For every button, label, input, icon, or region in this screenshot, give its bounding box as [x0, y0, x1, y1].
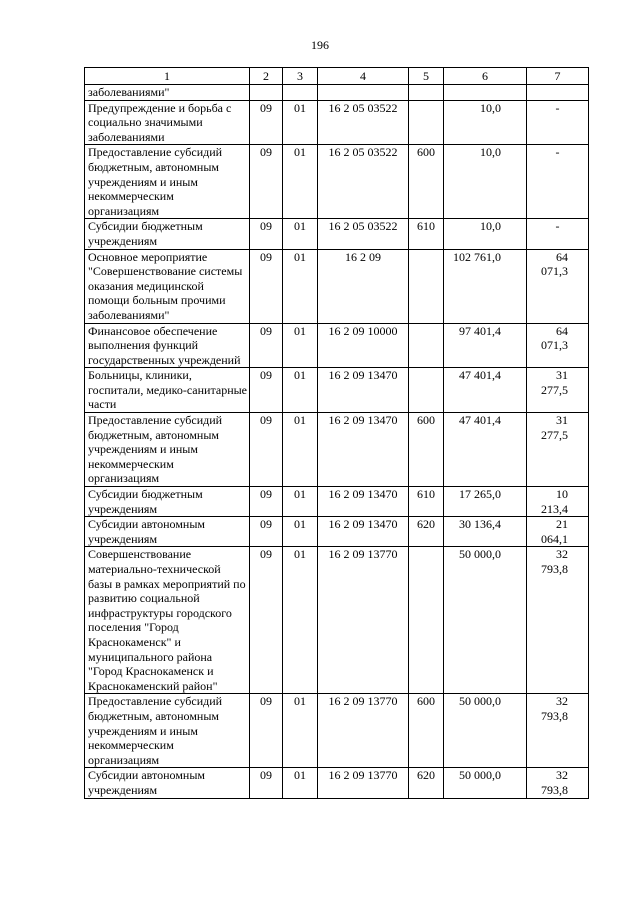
amount-col7-cell: 31 277,5	[527, 413, 589, 487]
amount-col6-cell: 10,0	[444, 100, 527, 145]
amount-col6-cell: 102 761,0	[444, 249, 527, 323]
subsection-code-cell: 01	[283, 517, 318, 547]
expense-type-cell: 620	[409, 768, 444, 798]
row-name-cell: Предоставление субсидий бюджетным, автономным учреждениям и иным некоммерческим организациям	[85, 413, 250, 487]
amount-col6-cell: 50 000,0	[444, 694, 527, 768]
subsection-code-cell: 01	[283, 768, 318, 798]
subsection-code-cell: 01	[283, 145, 318, 219]
row-name-cell: Субсидии автономным учреждениям	[85, 768, 250, 798]
target-article-cell: 16 2 09 13470	[318, 517, 409, 547]
expense-type-cell: 600	[409, 145, 444, 219]
table-row	[85, 219, 589, 249]
amount-col6-cell: 47 401,4	[444, 413, 527, 487]
table-row	[85, 145, 589, 219]
subsection-code-cell: 01	[283, 547, 318, 694]
section-code-cell: 09	[250, 694, 283, 768]
amount-col7-cell: 21 064,1	[527, 517, 589, 547]
section-code-cell: 09	[250, 219, 283, 249]
target-article-cell: 16 2 05 03522	[318, 219, 409, 249]
subsection-code-cell: 01	[283, 694, 318, 768]
section-code-cell: 09	[250, 145, 283, 219]
section-code-cell: 09	[250, 249, 283, 323]
row-name-cell: Предоставление субсидий бюджетным, автономным учреждениям и иным некоммерческим организациям	[85, 145, 250, 219]
amount-col6-cell: 47 401,4	[444, 368, 527, 413]
amount-col6-cell	[444, 85, 527, 101]
subsection-code-cell: 01	[283, 368, 318, 413]
table-row	[85, 368, 589, 413]
row-name-cell: Финансовое обеспечение выполнения функций государственных учреждений	[85, 323, 250, 368]
target-article-cell: 16 2 09 10000	[318, 323, 409, 368]
page-number: 196	[311, 38, 329, 52]
amount-col6-cell: 10,0	[444, 145, 527, 219]
table-row	[85, 547, 589, 694]
section-code-cell: 09	[250, 368, 283, 413]
expense-type-cell	[409, 85, 444, 101]
section-code-cell: 09	[250, 487, 283, 517]
target-article-cell: 16 2 09 13470	[318, 413, 409, 487]
expense-type-cell: 600	[409, 413, 444, 487]
row-name-cell: Основное мероприятие "Совершенствование системы оказания медицинской помощи больным прочими заболеваниями"	[85, 249, 250, 323]
row-name-cell: Субсидии автономным учреждениям	[85, 517, 250, 547]
table-row	[85, 517, 589, 547]
section-code-cell: 09	[250, 517, 283, 547]
amount-col7-cell: 64 071,3	[527, 323, 589, 368]
amount-col7-cell: 32 793,8	[527, 547, 589, 694]
expense-type-cell	[409, 100, 444, 145]
expense-type-cell	[409, 323, 444, 368]
table-row	[85, 323, 589, 368]
target-article-cell: 16 2 05 03522	[318, 145, 409, 219]
expense-type-cell	[409, 547, 444, 694]
column-header: 7	[527, 68, 589, 85]
column-header: 1	[85, 68, 250, 85]
amount-col6-cell: 30 136,4	[444, 517, 527, 547]
amount-col7-cell: -	[527, 219, 589, 249]
target-article-cell: 16 2 09 13770	[318, 694, 409, 768]
section-code-cell: 09	[250, 547, 283, 694]
subsection-code-cell: 01	[283, 413, 318, 487]
amount-col7-cell: 31 277,5	[527, 368, 589, 413]
row-name-cell: Совершенствование материально-технической базы в рамках мероприятий по развитию социальной инфраструктуры городского поселения "Город Краснокаменск" и муниципального района "Город Краснокаменск и Краснокаменский район"	[85, 547, 250, 694]
target-article-cell: 16 2 05 03522	[318, 100, 409, 145]
column-header: 2	[250, 68, 283, 85]
column-header: 4	[318, 68, 409, 85]
amount-col6-cell: 17 265,0	[444, 487, 527, 517]
column-header: 5	[409, 68, 444, 85]
subsection-code-cell: 01	[283, 487, 318, 517]
expense-type-cell: 610	[409, 487, 444, 517]
section-code-cell: 09	[250, 768, 283, 798]
subsection-code-cell: 01	[283, 100, 318, 145]
amount-col7-cell: 10 213,4	[527, 487, 589, 517]
amount-col7-cell	[527, 85, 589, 101]
expense-type-cell: 610	[409, 219, 444, 249]
amount-col6-cell: 50 000,0	[444, 768, 527, 798]
section-code-cell: 09	[250, 100, 283, 145]
amount-col7-cell: -	[527, 100, 589, 145]
row-name-cell: заболеваниями"	[85, 85, 250, 101]
expense-type-cell: 620	[409, 517, 444, 547]
amount-col6-cell: 97 401,4	[444, 323, 527, 368]
subsection-code-cell	[283, 85, 318, 101]
subsection-code-cell: 01	[283, 249, 318, 323]
row-name-cell: Предупреждение и борьба с социально значимыми заболеваниями	[85, 100, 250, 145]
table-row	[85, 487, 589, 517]
amount-col6-cell: 10,0	[444, 219, 527, 249]
expense-type-cell	[409, 249, 444, 323]
amount-col7-cell: 64 071,3	[527, 249, 589, 323]
table-row	[85, 100, 589, 145]
row-name-cell: Субсидии бюджетным учреждениям	[85, 219, 250, 249]
section-code-cell	[250, 85, 283, 101]
amount-col7-cell: -	[527, 145, 589, 219]
budget-table	[84, 67, 589, 799]
section-code-cell: 09	[250, 413, 283, 487]
expense-type-cell	[409, 368, 444, 413]
subsection-code-cell: 01	[283, 323, 318, 368]
table-row	[85, 694, 589, 768]
target-article-cell: 16 2 09 13770	[318, 768, 409, 798]
table-row	[85, 85, 589, 101]
row-name-cell: Субсидии бюджетным учреждениям	[85, 487, 250, 517]
target-article-cell: 16 2 09 13770	[318, 547, 409, 694]
column-header: 6	[444, 68, 527, 85]
section-code-cell: 09	[250, 323, 283, 368]
amount-col7-cell: 32 793,8	[527, 694, 589, 768]
amount-col7-cell: 32 793,8	[527, 768, 589, 798]
target-article-cell: 16 2 09 13470	[318, 368, 409, 413]
target-article-cell	[318, 85, 409, 101]
row-name-cell: Предоставление субсидий бюджетным, автономным учреждениям и иным некоммерческим организациям	[85, 694, 250, 768]
row-name-cell: Больницы, клиники, госпитали, медико-санитарные части	[85, 368, 250, 413]
table-row	[85, 768, 589, 798]
column-header: 3	[283, 68, 318, 85]
table-row	[85, 249, 589, 323]
target-article-cell: 16 2 09 13470	[318, 487, 409, 517]
subsection-code-cell: 01	[283, 219, 318, 249]
amount-col6-cell: 50 000,0	[444, 547, 527, 694]
header-row	[85, 68, 589, 85]
table-row	[85, 413, 589, 487]
expense-type-cell: 600	[409, 694, 444, 768]
target-article-cell: 16 2 09	[318, 249, 409, 323]
